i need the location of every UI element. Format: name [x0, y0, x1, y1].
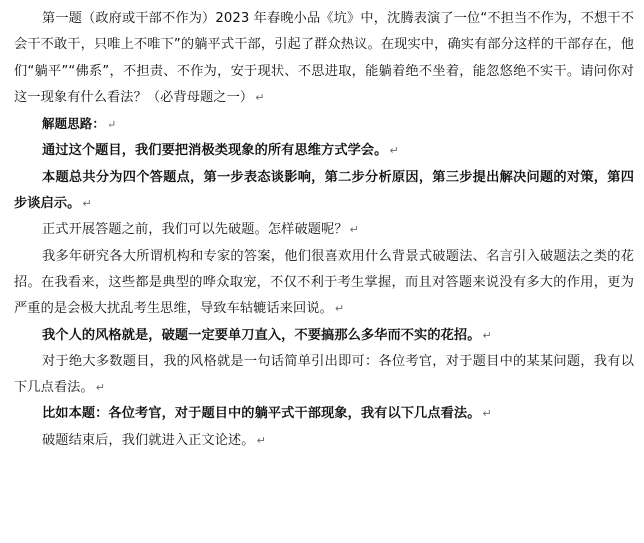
paragraph-mark-icon: ↵ — [82, 197, 92, 211]
bold-paragraph — [14, 165, 634, 218]
paragraph-mark-icon: ↵ — [107, 118, 117, 132]
body-paragraph — [14, 244, 634, 323]
paragraph-mark-icon: ↵ — [95, 381, 106, 395]
paragraph-mark-icon: ↵ — [482, 407, 492, 421]
question-paragraph — [14, 6, 634, 111]
paragraph-mark-icon: ↵ — [349, 223, 359, 237]
paragraph-text: 破题结束后，我们就进入正文论述。 — [42, 432, 255, 448]
paragraph-text: 第一题（政府或干部不作为）2023 年春晚小品《坑》中，沈腾表演了一位“不担当不作为，不想干不会干不敢干，只唯上不唯下”的躺平式干部，引起了群众热议。在现实中，确实有部分这样的干部存在，他们“躺平”“佛系”，不担责、不作为，安于现状、不思进取，能躺着绝不坐着，能忽悠绝不实干。请问你对这一现象有什么看法？（必背母题之一） — [14, 11, 634, 105]
paragraph-text: 本题总共分为四个答题点，第一步表态谈影响，第二步分析原因，第三步提出解决问题的对策，第四步谈启示。 — [14, 169, 634, 212]
solution-heading — [14, 111, 634, 138]
paragraph-mark-icon: ↵ — [389, 144, 399, 158]
paragraph-text: 我多年研究各大所谓机构和专家的答案，他们很喜欢用什么背景式破题法、名言引入破题法之类的花招。在我看来，这些都是典型的哗众取宠，不仅不利于考生掌握，而且对答题来说没有多大的作用，更为严重的是会极大扰乱考生思维，导致车轱辘话来回说。 — [14, 248, 634, 317]
paragraph-text: 正式开展答题之前，我们可以先破题。怎样破题呢？ — [42, 222, 348, 238]
paragraph-text: 通过这个题目，我们要把消极类现象的所有思维方式学会。 — [42, 143, 388, 159]
bold-paragraph — [14, 323, 634, 349]
heading-text: 解题思路： — [42, 116, 106, 132]
body-paragraph — [14, 217, 634, 243]
bold-paragraph — [14, 138, 634, 164]
bold-paragraph — [14, 401, 634, 427]
paragraph-text: 对于绝大多数题目，我的风格就是一句话简单引出即可：各位考官，对于题目中的某某问题，我有以下几点看法。 — [14, 353, 634, 396]
paragraph-mark-icon: ↵ — [482, 328, 492, 342]
paragraph-text: 我个人的风格就是，破题一定要单刀直入，不要搞那么多华而不实的花招。 — [42, 327, 481, 343]
paragraph-mark-icon: ↵ — [334, 302, 345, 316]
paragraph-text: 比如本题：各位考官，对于题目中的躺平式干部现象，我有以下几点看法。 — [42, 406, 481, 422]
paragraph-mark-icon: ↵ — [255, 90, 265, 104]
paragraph-mark-icon: ↵ — [256, 433, 266, 447]
body-paragraph — [14, 349, 634, 402]
body-paragraph — [14, 428, 634, 454]
